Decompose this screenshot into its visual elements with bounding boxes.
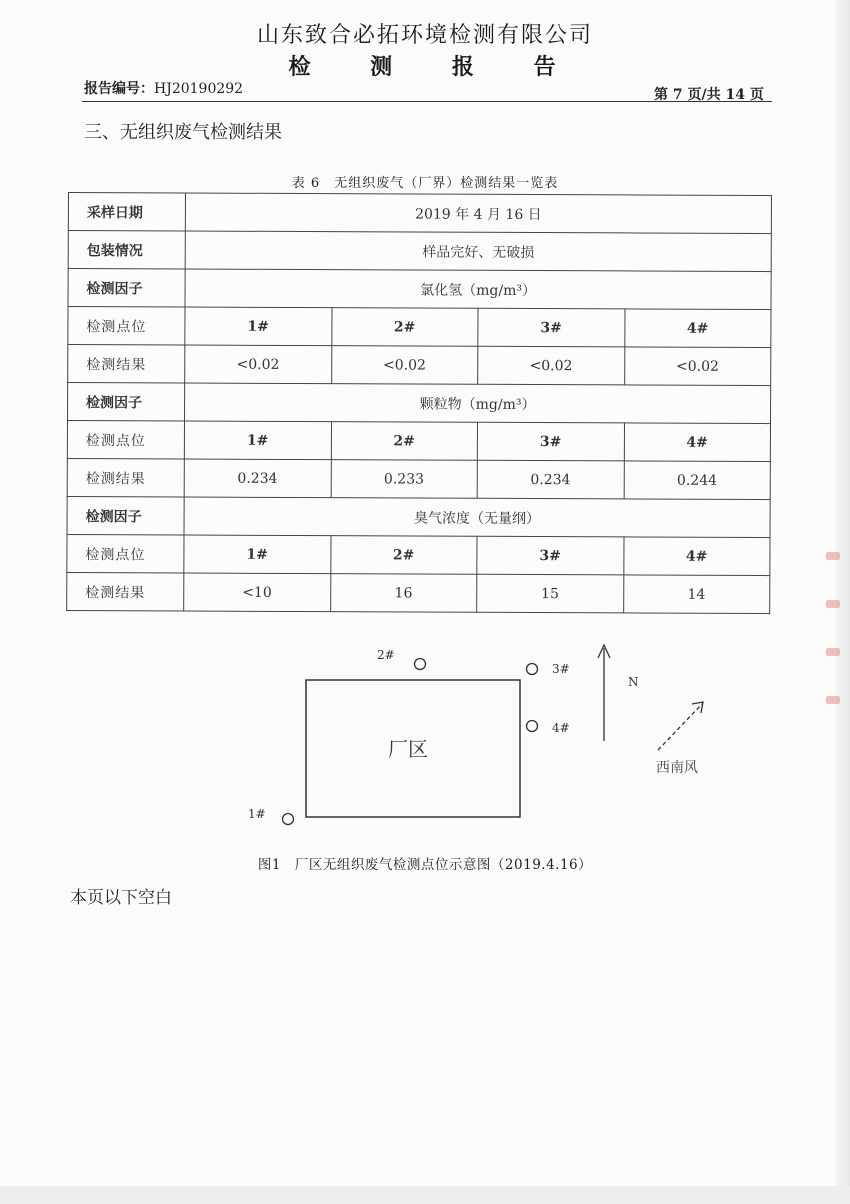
result-cell: <0.02 <box>478 346 625 385</box>
table-row <box>67 534 770 575</box>
result-label: 检测结果 <box>67 458 184 497</box>
plant-label: 厂区 <box>388 737 428 761</box>
table-row <box>68 345 771 386</box>
point-cell: 4# <box>624 309 771 348</box>
factor-name: 颗粒物（mg/m³） <box>185 383 771 424</box>
scan-bottom-margin <box>0 1186 850 1204</box>
stamp-fragment <box>826 648 840 656</box>
point-cell: 3# <box>477 536 624 575</box>
result-cell: 14 <box>623 575 770 614</box>
result-cell: 0.233 <box>331 460 478 499</box>
result-cell: 15 <box>477 574 624 613</box>
results-table <box>66 192 772 614</box>
table-row <box>68 193 771 234</box>
report-number-label: 报告编号： <box>84 81 154 97</box>
factor-name: 臭气浓度（无量纲） <box>184 497 770 538</box>
sampling-date-label: 采样日期 <box>68 193 185 232</box>
factor-name: 氯化氢（mg/m³） <box>185 269 771 310</box>
table-row <box>67 458 770 499</box>
point-4-label: 4# <box>552 721 570 735</box>
table-caption: 表 6 无组织废气（厂界）检测结果一览表 <box>291 176 559 191</box>
package-value: 样品完好、无破损 <box>185 231 771 272</box>
table-row <box>67 421 770 462</box>
table-row <box>68 231 771 272</box>
point-label: 检测点位 <box>67 421 184 460</box>
figure-caption: 图1 厂区无组织废气检测点位示意图（2019.4.16） <box>257 857 593 873</box>
result-cell: <10 <box>184 573 331 612</box>
package-label: 包装情况 <box>68 231 185 270</box>
point-cell: 1# <box>185 307 332 346</box>
monitoring-point-diagram <box>240 638 720 838</box>
point-cell: 2# <box>330 536 477 575</box>
point-cell: 4# <box>623 537 770 576</box>
stamp-fragment <box>826 696 840 704</box>
point-1-label: 1# <box>248 807 266 821</box>
point-cell: 3# <box>478 308 625 347</box>
table-row <box>68 307 771 348</box>
result-cell: <0.02 <box>624 347 771 386</box>
wind-arrow <box>658 704 702 750</box>
header-divider <box>82 101 772 102</box>
stamp-fragment <box>826 600 840 608</box>
result-label: 检测结果 <box>67 572 184 611</box>
table-row <box>68 269 771 310</box>
report-title: 检 测 报 告 <box>288 54 582 80</box>
section-heading: 三、无组织废气检测结果 <box>84 122 282 143</box>
result-label: 检测结果 <box>68 345 185 384</box>
result-cell: <0.02 <box>185 345 332 384</box>
company-name: 山东致合必拓环境检测有限公司 <box>256 23 593 48</box>
factor-label: 检测因子 <box>67 496 184 535</box>
point-1-marker <box>283 814 294 825</box>
factor-label: 检测因子 <box>68 269 185 308</box>
north-label: N <box>628 675 639 689</box>
table-row <box>67 496 770 537</box>
point-cell: 2# <box>331 308 478 347</box>
report-number <box>84 78 243 98</box>
sampling-date-value: 2019 年 4 月 16 日 <box>185 193 771 234</box>
point-label: 检测点位 <box>68 307 185 346</box>
point-3-label: 3# <box>552 662 570 676</box>
page-info: 第 7 页/共 14 页 <box>654 87 764 103</box>
point-cell: 4# <box>624 423 771 462</box>
point-2-label: 2# <box>377 648 395 662</box>
report-number-value: HJ20190292 <box>154 81 244 97</box>
table-row <box>68 383 771 424</box>
factor-label: 检测因子 <box>68 383 185 422</box>
point-cell: 1# <box>184 421 331 460</box>
point-cell: 3# <box>477 422 624 461</box>
point-2-marker <box>415 659 426 670</box>
result-cell: 0.244 <box>624 461 771 500</box>
table-row <box>67 572 770 613</box>
wind-arrowhead <box>692 702 703 713</box>
result-cell: 0.234 <box>477 460 624 499</box>
point-4-marker <box>527 721 538 732</box>
wind-label: 西南风 <box>656 760 698 776</box>
point-cell: 2# <box>331 422 478 461</box>
result-cell: 16 <box>330 574 477 613</box>
stamp-fragment <box>826 552 840 560</box>
point-cell: 1# <box>184 535 331 574</box>
point-3-marker <box>527 664 538 675</box>
result-cell: 0.234 <box>184 459 331 498</box>
blank-note: 本页以下空白 <box>70 888 172 908</box>
point-label: 检测点位 <box>67 534 184 573</box>
result-cell: <0.02 <box>331 346 478 385</box>
